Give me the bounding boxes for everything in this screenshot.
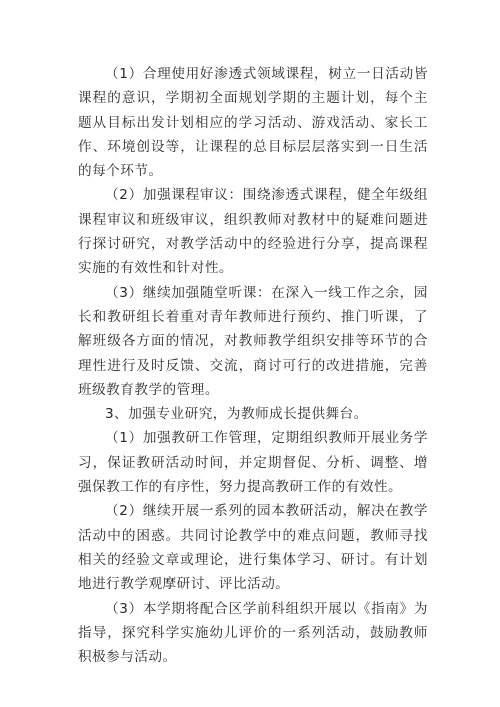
- section-heading-professional-research: 3、加强专业研究，为教师成长提供舞台。: [105, 406, 368, 423]
- paragraph-curriculum-review: （2）加强课程审议：围绕渗透式课程，健全年级组课程审议和班级审议，组织教师对教材中的疑难问题进行探讨研究，对教学活动中的经验进行分享，提高课程实施的有效性和针对性。: [78, 187, 428, 277]
- paragraph-school-research-activities: （2）继续开展一系列的园本教研活动，解决在教学活动中的困惑。共同讨论教学中的难点问题，教师寻找相关的经验文章或理论，进行集体学习、研讨。有计划地进行教学观摩研讨、评比活动。: [78, 503, 428, 593]
- paragraph-research-management: （1）加强教研工作管理，定期组织教师开展业务学习，保证教研活动时间，并定期督促、分析、调整、增强保教工作的有序性，努力提高教研工作的有效性。: [78, 430, 428, 496]
- document-body: [78, 62, 428, 669]
- paragraph-guideline-activities: （3）本学期将配合区学前科组织开展以《指南》为指导，探究科学实施幼儿评价的一系列活动，鼓励教师积极参与活动。: [78, 600, 428, 666]
- paragraph-curriculum-use: （1）合理使用好渗透式领域课程，树立一日活动皆课程的意识，学期初全面规划学期的主题计划，每个主题从目标出发计划相应的学习活动、游戏活动、家长工作、环境创设等，让课程的总目标层层落实到一日生活的每个环节。: [78, 66, 428, 180]
- paragraph-class-observation: （3）继续加强随堂听课：在深入一线工作之余，园长和教研组长着重对青年教师进行预约、推门听课，了解班级各方面的情况，对教师教学组织安排等环节的合理性进行及时反馈、交流，商讨可行的改进措施，完善班级教育教学的管理。: [78, 284, 428, 398]
